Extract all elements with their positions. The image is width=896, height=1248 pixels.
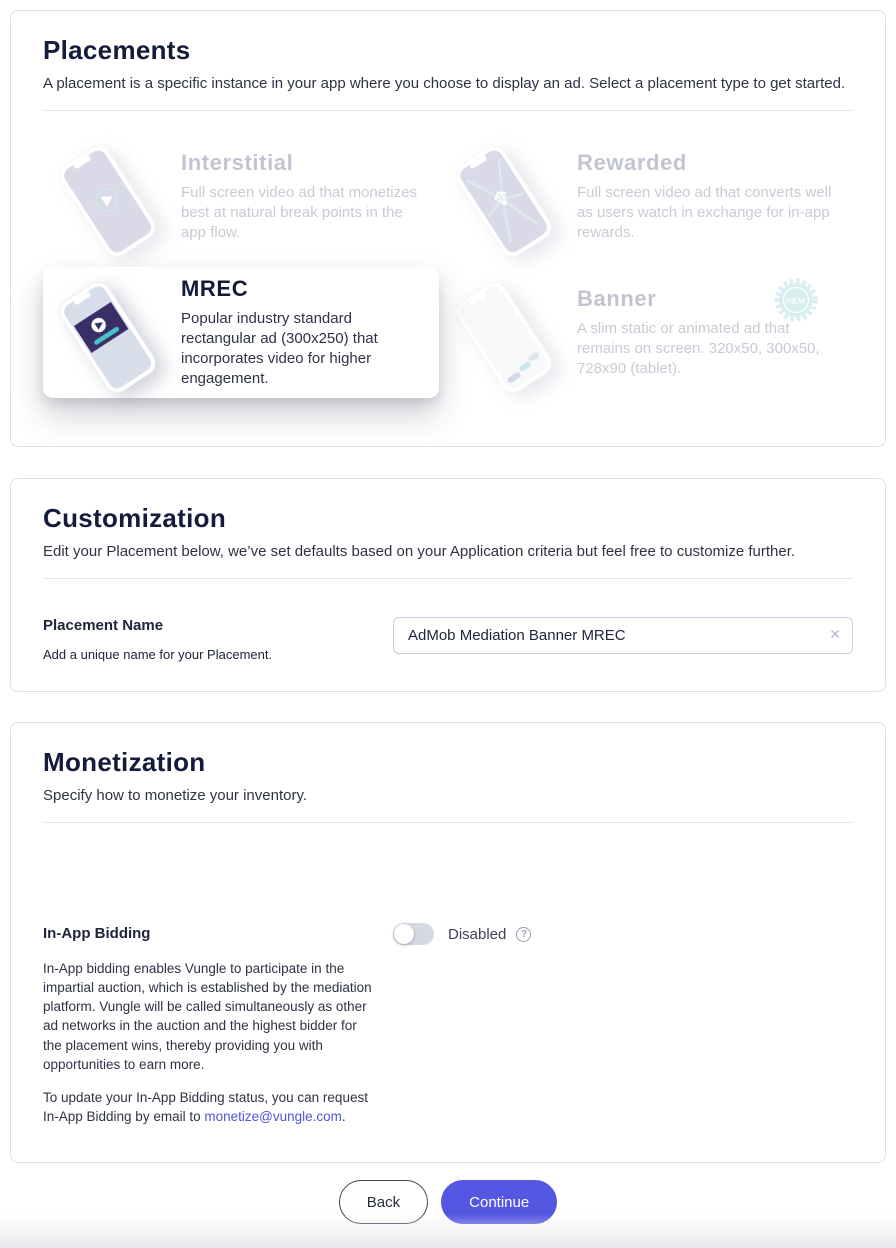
mrec-phone-icon [53,274,163,399]
divider [43,578,853,579]
monetization-title: Monetization [43,747,206,777]
divider [43,110,853,111]
placement-type-interstitial[interactable] [43,131,439,262]
placement-name-label: Placement Name [43,617,164,634]
banner-title: Banner [577,286,657,312]
in-app-bidding-update-note [43,1088,379,1126]
svg-text:NEW: NEW [785,295,807,306]
in-app-bidding-toggle[interactable] [393,923,434,945]
clear-input-icon[interactable]: ✕ [829,626,841,642]
monetize-email-link[interactable]: monetize@vungle.com [204,1109,342,1125]
help-icon[interactable]: ? [516,927,531,942]
toggle-knob [394,924,414,944]
rewarded-description: Full screen video ad that converts well as users watch in exchange for in-app rewards. [577,184,832,241]
mrec-phone-illustration [53,274,171,392]
in-app-bidding-note-text: To update your In-App Bidding status, you can request In-App Bidding by email to [43,1089,368,1125]
monetization-card [10,722,886,1163]
in-app-bidding-toggle-group [393,923,531,945]
toggle-state-label: Disabled [448,925,507,943]
interstitial-description: Full screen video ad that monetizes best at natural break points in the app flow. [181,184,417,241]
footer-actions [0,1180,896,1224]
divider [43,822,853,823]
placement-name-row [43,617,853,662]
interstitial-phone-icon [53,138,163,263]
in-app-bidding-row [43,925,853,1126]
in-app-bidding-label: In-App Bidding [43,925,151,942]
banner-description: A slim static or animated ad that remains on screen. 320x50, 300x50, 728x90 (tablet). [577,320,820,377]
rewarded-phone-icon [449,138,559,263]
placement-name-input[interactable] [393,617,853,654]
banner-phone-icon [449,274,559,399]
in-app-bidding-description: In-App bidding enables Vungle to participate in the impartial auction, which is established by the mediation platform. Vungle will be called simultaneously as other ad networks in the auction and the highest bidder for the placement wins, thereby providing you with opportunities to earn more. [43,961,372,1072]
rewarded-phone-illustration [449,138,567,256]
placements-card [10,10,886,447]
mrec-title: MREC [181,276,249,302]
back-button[interactable]: Back [339,1180,428,1224]
placements-description: A placement is a specific instance in your app where you choose to display an ad. Select a placement type to get started. [43,75,846,92]
customization-card [10,478,886,692]
new-badge [773,277,819,323]
note-suffix: . [341,1109,346,1125]
placement-type-banner[interactable] [439,267,853,398]
placement-type-grid [43,131,853,398]
customization-title: Customization [43,503,227,533]
placement-type-rewarded[interactable] [439,131,853,262]
mrec-description: Popular industry standard rectangular ad (300x250) that incorporates video for higher engagement. [181,310,378,387]
interstitial-title: Interstitial [181,150,294,176]
banner-phone-illustration [449,274,567,392]
monetization-description: Specify how to monetize your inventory. [43,787,308,804]
placement-type-mrec[interactable] [43,267,439,398]
rewarded-title: Rewarded [577,150,687,176]
placement-name-help: Add a unique name for your Placement. [43,647,273,662]
placements-title: Placements [43,35,191,65]
customization-description: Edit your Placement below, we’ve set defaults based on your Application criteria but feel free to customize further. [43,543,796,560]
interstitial-phone-illustration [53,138,171,256]
continue-button[interactable]: Continue [441,1180,557,1224]
